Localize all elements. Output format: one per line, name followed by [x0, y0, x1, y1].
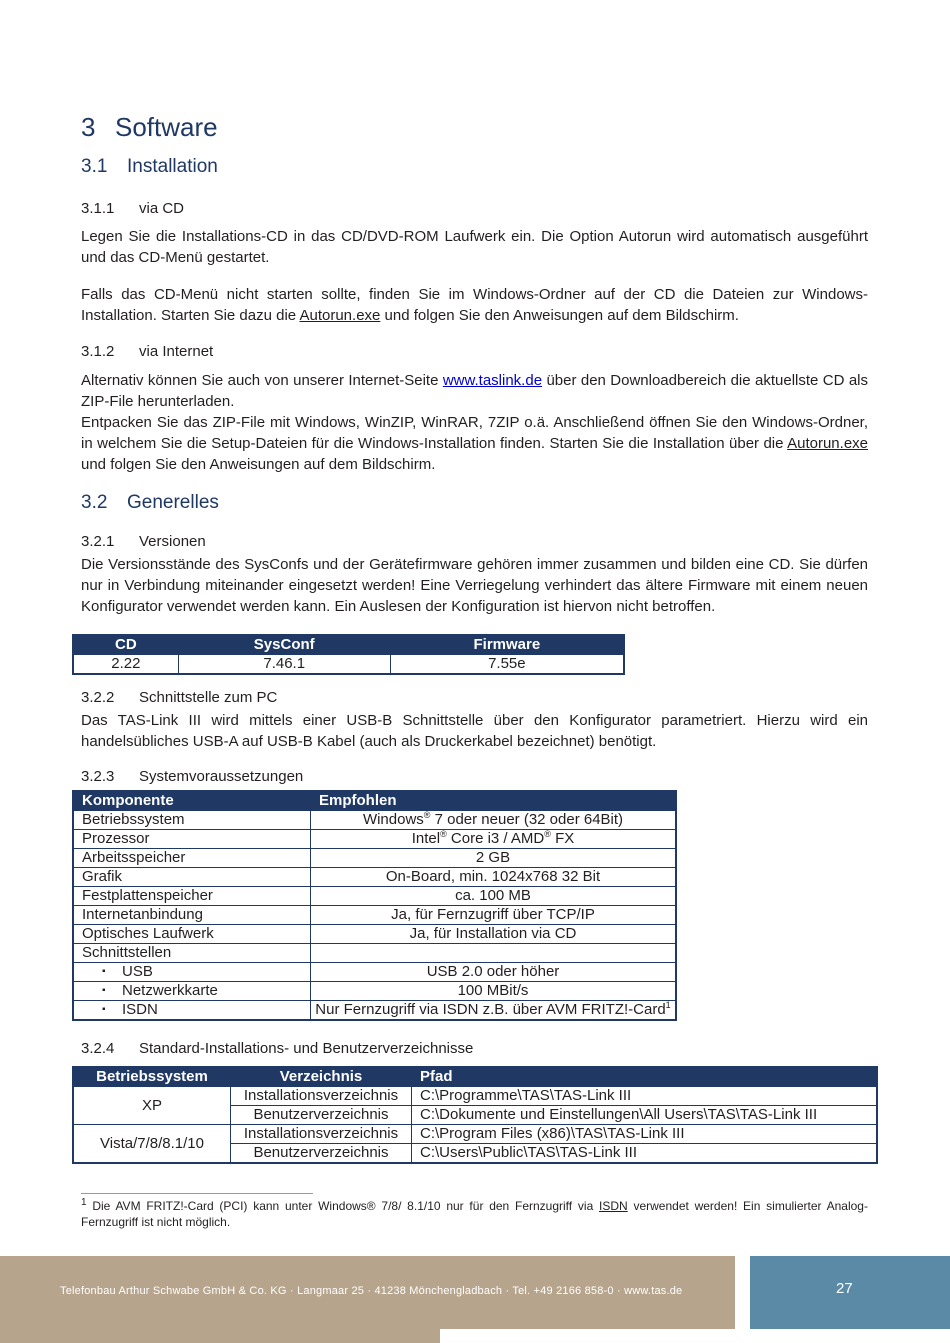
table-row: [73, 925, 676, 944]
heading-text: Installation: [127, 156, 218, 177]
cell-recommended: Ja, für Installation via CD: [311, 925, 677, 944]
cell-component: Internetanbindung: [73, 906, 311, 925]
cell-component: Arbeitsspeicher: [73, 849, 311, 868]
heading-installation: [81, 156, 218, 178]
cell-component: Grafik: [73, 868, 311, 887]
heading-text: Systemvoraussetzungen: [139, 768, 304, 785]
text-span: Nur Fernzugriff via ISDN z.B. über AVM FRITZ!-Card: [315, 1001, 666, 1018]
bullet-icon: ▪: [102, 1004, 106, 1015]
cell-cd: 2.22: [73, 655, 178, 675]
taslink-link[interactable]: www.taslink.de: [442, 372, 543, 389]
text-span: Core i3 / AMD: [446, 830, 545, 847]
heading-text: Standard-Installations- und Benutzerverzeichnisse: [139, 1040, 474, 1057]
paragraph-via-internet-1: [81, 370, 868, 412]
cell-path: C:\Dokumente und Einstellungen\All Users\TAS\TAS-Link III: [412, 1106, 878, 1125]
bullet-icon: ▪: [102, 966, 106, 977]
text-span: Netzwerkkarte: [122, 982, 218, 999]
paragraph-versionen: Die Versionsstände des SysConfs und der Gerätefirmware gehören immer zusammen und bilden eine CD. Sie dürfen nur in Verbindung miteinander eingesetzt werden! Eine Verriegelung verhindert das ältere Firmware mit einem neuen Konfigurator verwendet werden kann. Ein Auslesen der Konfiguration ist hiervon nicht betroffen.: [81, 556, 868, 615]
header-firmware: Firmware: [390, 635, 624, 655]
heading-systemvoraussetzungen: [81, 768, 303, 785]
heading-number: 3.1: [81, 156, 108, 177]
registered-mark: ®: [440, 829, 447, 839]
isdn-link[interactable]: ISDN: [599, 1199, 628, 1213]
footnote-mark: 1: [81, 1197, 87, 1208]
table-row: [73, 830, 676, 849]
heading-number: 3.2.3: [81, 768, 115, 785]
heading-versionen: [81, 533, 206, 550]
heading-via-internet: [81, 343, 213, 360]
bullet-icon: ▪: [102, 985, 106, 996]
cell-component: Schnittstellen: [73, 944, 311, 963]
text-span: USB: [122, 963, 153, 980]
table-header-row: [73, 635, 624, 655]
table-header-row: [73, 791, 676, 811]
cell-recommended: 2 GB: [311, 849, 677, 868]
text-span: und folgen Sie den Anweisungen auf dem Bildschirm.: [81, 456, 436, 473]
cell-component: Prozessor: [73, 830, 311, 849]
text-span: FX: [550, 830, 575, 847]
heading-generelles: [81, 492, 219, 514]
cell-component: Betriebssystem: [73, 811, 311, 830]
cell-path: C:\Users\Public\TAS\TAS-Link III: [412, 1144, 878, 1164]
version-table: [72, 634, 625, 675]
table-row: [73, 982, 676, 1001]
cell-component: [73, 1001, 311, 1021]
text-span: Die AVM FRITZ!-Card (PCI) kann unter Windows® 7/8/ 8.1/10 nur für den Fernzugriff via: [86, 1199, 600, 1213]
cell-component: [73, 982, 311, 1001]
autorun-link[interactable]: Autorun.exe: [299, 307, 381, 324]
paragraph-via-cd-1: Legen Sie die Installations-CD in das CD/DVD-ROM Laufwerk ein. Die Option Autorun wird automatisch ausgeführt und das CD-Menü gestartet.: [81, 228, 868, 266]
heading-number: 3.2.1: [81, 533, 115, 550]
text-span: Alternativ können Sie auch von unserer Internet-Seite: [81, 372, 443, 389]
footnote: [81, 1198, 868, 1230]
text-span: Intel: [411, 830, 441, 847]
cell-path: C:\Programme\TAS\TAS-Link III: [412, 1087, 878, 1106]
footer-bar-extension: [0, 1329, 440, 1343]
table-row: [73, 1001, 676, 1021]
table-row: [73, 906, 676, 925]
registered-mark: ®: [423, 810, 431, 820]
text-span: verwendet werden! Ein simulierter Analog-Fernzugriff ist nicht möglich.: [81, 1199, 868, 1229]
paragraph-schnittstelle: Das TAS-Link III wird mittels einer USB-B Schnittstelle über den Konfigurator parametriert. Hierzu wird ein handelsübliches USB-A auf USB-B Kabel (auch als Druckerkabel bezeichnet) benötigt.: [81, 712, 868, 750]
table-row: [73, 655, 624, 675]
heading-text: via CD: [139, 200, 185, 217]
heading-text: Versionen: [139, 533, 206, 550]
cell-component: [73, 963, 311, 982]
heading-number: 3.1.2: [81, 343, 115, 360]
paragraph-via-internet-2: [81, 412, 868, 475]
cell-recommended: USB 2.0 oder höher: [311, 963, 677, 982]
text-span: über den Downloadbereich die aktuellste CD als ZIP-File herunterladen.: [81, 372, 869, 410]
cell-recommended: 100 MBit/s: [311, 982, 677, 1001]
text-span: Falls das CD-Menü nicht starten sollte, finden Sie im Windows-Ordner auf der CD die Dateien zur Windows-Installation. Starten Sie dazu die: [81, 286, 868, 324]
page-number: 27: [836, 1280, 853, 1297]
table-row: [73, 963, 676, 982]
footer-company-info: Telefonbau Arthur Schwabe GmbH & Co. KG · Langmaar 25 · 41238 Mönchengladbach · Tel. +49 2166 858-0 · www.tas.de: [60, 1285, 683, 1297]
cell-recommended: [311, 944, 677, 963]
heading-number: 3.2: [81, 492, 108, 513]
table-row: [73, 1125, 877, 1144]
table-row: [73, 1087, 877, 1106]
cell-directory: Installationsverzeichnis: [231, 1125, 412, 1144]
heading-verzeichnisse: [81, 1040, 473, 1057]
table-row: [73, 868, 676, 887]
table-row: [73, 849, 676, 868]
heading-number: 3.1.1: [81, 200, 115, 217]
cell-recommended: Ja, für Fernzugriff über TCP/IP: [311, 906, 677, 925]
heading-text: Generelles: [127, 492, 219, 513]
table-row: [73, 887, 676, 906]
requirements-table: [72, 790, 677, 1021]
text-span: 7 oder neuer (32 oder 64Bit): [430, 811, 624, 828]
cell-directory: Installationsverzeichnis: [231, 1087, 412, 1106]
header-pfad: Pfad: [412, 1067, 878, 1087]
heading-schnittstelle: [81, 689, 277, 706]
header-cd: CD: [73, 635, 178, 655]
cell-component: Optisches Laufwerk: [73, 925, 311, 944]
cell-os: Vista/7/8/8.1/10: [73, 1125, 231, 1164]
header-komponente: Komponente: [73, 791, 311, 811]
cell-recommended: [311, 811, 677, 830]
heading-number: 3.2.2: [81, 689, 115, 706]
directory-table: [72, 1066, 878, 1164]
cell-firmware: 7.55e: [390, 655, 624, 675]
autorun-link[interactable]: Autorun.exe: [787, 435, 868, 452]
cell-directory: Benutzerverzeichnis: [231, 1106, 412, 1125]
table-row: [73, 811, 676, 830]
cell-directory: Benutzerverzeichnis: [231, 1144, 412, 1164]
footnote-divider: [81, 1193, 313, 1194]
heading-via-cd: [81, 200, 184, 217]
heading-text: Schnittstelle zum PC: [139, 689, 278, 706]
heading-text: via Internet: [139, 343, 214, 360]
text-span: Entpacken Sie das ZIP-File mit Windows, WinZIP, WinRAR, 7ZIP o.ä. Anschließend öffnen Sie den Windows-Ordner, in welchem Sie die Setup-Dateien für die Windows-Installation finden. Starten Sie die Installation über die: [81, 414, 868, 452]
cell-recommended: [311, 830, 677, 849]
cell-recommended: [311, 1001, 677, 1021]
cell-os: XP: [73, 1087, 231, 1125]
text-span: und folgen Sie den Anweisungen auf dem Bildschirm.: [380, 307, 739, 324]
header-betriebssystem: Betriebssystem: [73, 1067, 231, 1087]
section-number: 3: [81, 112, 96, 142]
cell-component: Festplattenspeicher: [73, 887, 311, 906]
table-row: [73, 944, 676, 963]
header-empfohlen: Empfohlen: [311, 791, 677, 811]
cell-sysconf: 7.46.1: [178, 655, 390, 675]
heading-number: 3.2.4: [81, 1040, 115, 1057]
section-title-text: Software: [115, 112, 218, 142]
table-header-row: [73, 1067, 877, 1087]
paragraph-via-cd-2: [81, 284, 868, 326]
cell-recommended: On-Board, min. 1024x768 32 Bit: [311, 868, 677, 887]
footnote-ref[interactable]: 1: [665, 1000, 671, 1010]
text-span: ISDN: [122, 1001, 158, 1018]
text-span: Windows: [362, 811, 424, 828]
cell-recommended: ca. 100 MB: [311, 887, 677, 906]
section-title: [81, 112, 218, 143]
header-verzeichnis: Verzeichnis: [231, 1067, 412, 1087]
cell-path: C:\Program Files (x86)\TAS\TAS-Link III: [412, 1125, 878, 1144]
header-sysconf: SysConf: [178, 635, 390, 655]
registered-mark: ®: [544, 829, 551, 839]
